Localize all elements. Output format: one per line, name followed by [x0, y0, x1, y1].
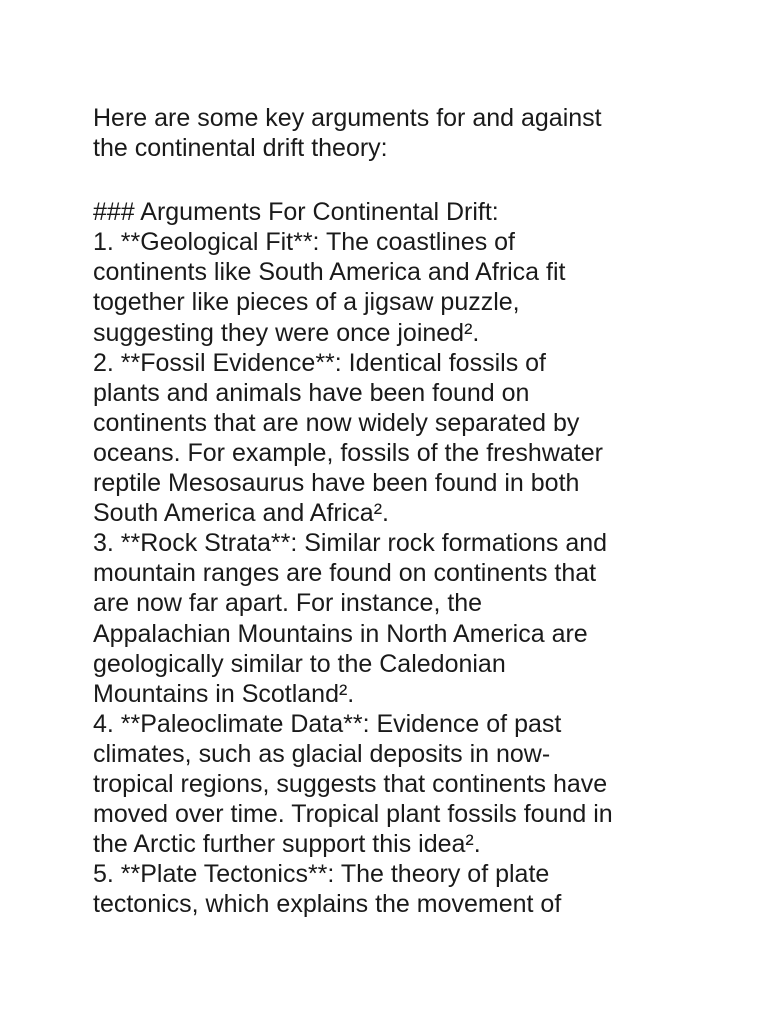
list-item-line: together like pieces of a jigsaw puzzle, — [93, 288, 520, 317]
list-item-line: geologically similar to the Caledonian — [93, 649, 506, 678]
list-item-line: climates, such as glacial deposits in now- — [93, 739, 551, 768]
list-item-line: continents like South America and Africa fit — [93, 258, 566, 287]
list-item-line: 5. **Plate Tectonics**: The theory of plate — [93, 860, 550, 889]
list-item-line: 4. **Paleoclimate Data**: Evidence of past — [93, 709, 562, 738]
list-item-line: are now far apart. For instance, the — [93, 589, 483, 618]
list-item-rock-strata — [93, 528, 693, 709]
list-item-line: tectonics, which explains the movement of — [93, 890, 562, 919]
section-heading: ### Arguments For Continental Drift: — [93, 198, 499, 227]
list-item-line: mountain ranges are found on continents that — [93, 559, 597, 588]
list-item-paleoclimate-data — [93, 709, 693, 859]
paragraph-gap — [93, 163, 693, 197]
document-body — [93, 103, 693, 919]
list-item-line: plants and animals have been found on — [93, 378, 530, 407]
list-item-fossil-evidence — [93, 348, 693, 529]
list-item-line: suggesting they were once joined². — [93, 318, 480, 347]
list-item-line: Mountains in Scotland². — [93, 679, 355, 708]
list-item-line: moved over time. Tropical plant fossils found in — [93, 800, 613, 829]
list-item-plate-tectonics — [93, 859, 693, 919]
list-item-line: Appalachian Mountains in North America are — [93, 619, 588, 648]
intro-line: the continental drift theory: — [93, 134, 388, 163]
list-item-line: 3. **Rock Strata**: Similar rock formations and — [93, 529, 608, 558]
list-item-line: South America and Africa². — [93, 499, 389, 528]
intro-line: Here are some key arguments for and against — [93, 104, 602, 132]
list-item-geological-fit — [93, 227, 693, 347]
list-item-line: reptile Mesosaurus have been found in both — [93, 469, 580, 498]
intro-paragraph — [93, 103, 693, 163]
list-item-line: the Arctic further support this idea². — [93, 830, 481, 859]
list-item-line: oceans. For example, fossils of the freshwater — [93, 438, 603, 467]
list-item-line: continents that are now widely separated by — [93, 408, 580, 437]
list-item-line: 2. **Fossil Evidence**: Identical fossils of — [93, 348, 546, 377]
list-item-line: tropical regions, suggests that continents have — [93, 769, 608, 798]
list-item-line: 1. **Geological Fit**: The coastlines of — [93, 228, 515, 257]
